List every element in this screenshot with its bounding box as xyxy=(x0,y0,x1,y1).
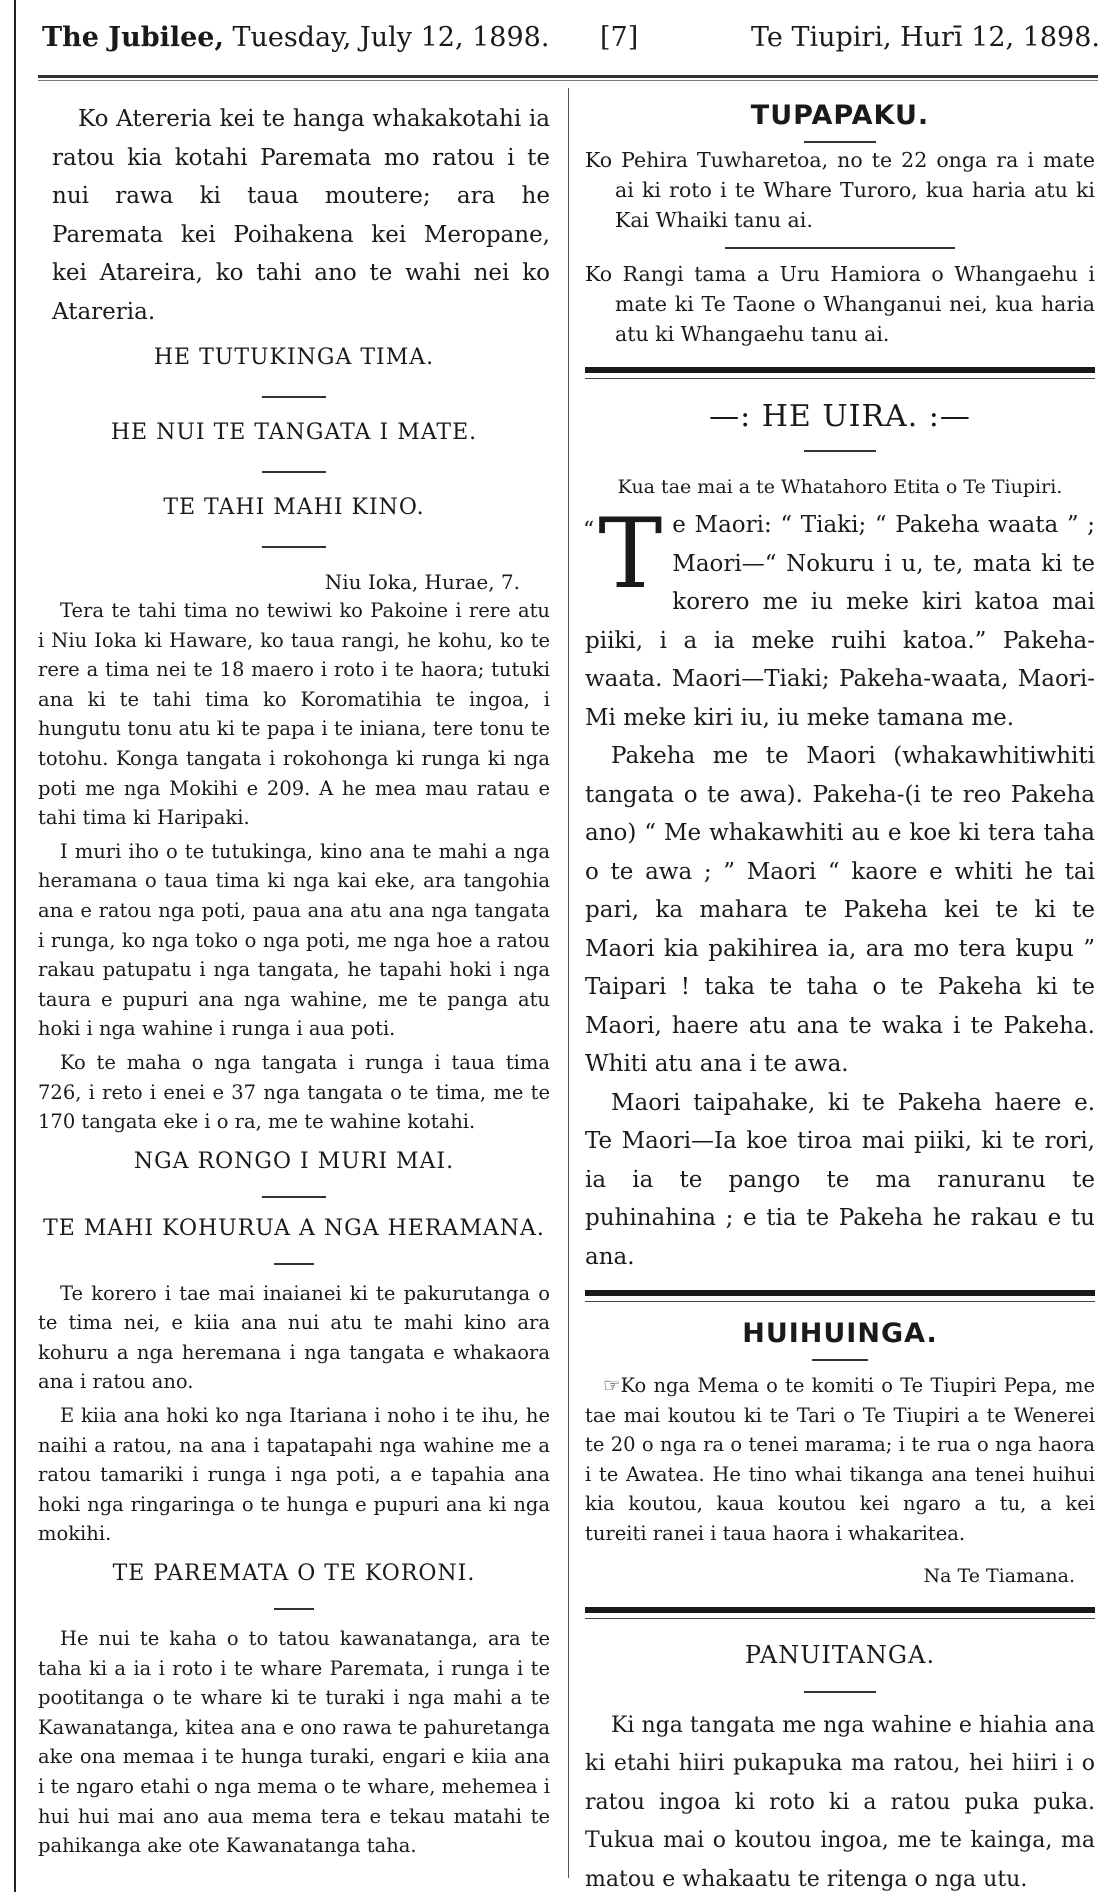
divider xyxy=(262,396,326,398)
divider xyxy=(804,450,876,452)
heading-later-news: NGA RONGO I MURI MAI. xyxy=(133,1148,455,1174)
section-rule-thick xyxy=(585,1290,1095,1296)
divider xyxy=(262,471,326,473)
signature: Na Te Tiamana. xyxy=(923,1564,1075,1587)
obituary-item: Ko Rangi tama a Uru Hamiora o Whangaehu i mate ki Te Taone o Whanganui nei, kua haria atu ki Whangaehu tanu ai. xyxy=(585,262,1095,346)
article-paragraph: E kiia ana hoki ko nga Itariana i noho i te ihu, he naihi a ratou, na ana i tapatapahi nga wahine me a ratou tamariki i runga i nga poti, a e tapahia ana hoki nga ringaringa o te hunga e pupuri ana ki nga mokihi. xyxy=(38,1404,550,1546)
column-separator xyxy=(568,88,569,1878)
drop-cap: T xyxy=(598,498,663,610)
divider xyxy=(804,141,876,143)
meeting-notice xyxy=(585,1371,1095,1549)
intro-paragraph: Ko Atereria kei te hanga whakakotahi ia ratou kia kotahi Paremata mo ratou i te nui rawa ki taua moutere; ara he Paremata kei Poihakena kei Meropane, kei Atareira, ko tahi ano te wahi nei ko Atareria. xyxy=(52,106,550,325)
obituary-item: Ko Pehira Tuwharetoa, no te 22 onga ra i mate ai ki roto i te Whare Turoro, kua haria atu ki Kai Whaiki tanu ai. xyxy=(585,148,1095,232)
heading-colony-parliament: TE PAREMATA O TE KORONI. xyxy=(112,1561,476,1587)
article-paragraph: Ko te maha o nga tangata i runga i taua tima 726, i reto i enei e 37 nga tangata o te tima, me te 170 tangata eke i o ra, me te wahine kotahi. xyxy=(38,1050,550,1134)
divider xyxy=(274,1608,314,1610)
dateline: Niu Ioka, Hurae, 7. xyxy=(324,570,520,594)
heading-wicked-deed: TE TAHI MAHI KINO. xyxy=(163,495,425,520)
meeting-notice-text: Ko nga Mema o te komiti o Te Tiupiri Pepa, me tae mai koutou ki te Tari o Te Tiupiri a te Wenerei te 20 o nga ra o tenei marama; i te rua o nga haora i te Awatea. He tino whai tikanga ana tenei huihui kia koutou, kaua koutou kei ngaro a tu, a kei tureiti ranei i taua haora i whakaritea. xyxy=(585,1374,1095,1545)
newspaper-title: The Jubilee, xyxy=(42,22,224,53)
opening-quote: “ xyxy=(583,518,595,543)
header-left xyxy=(42,22,549,53)
right-column xyxy=(585,100,1095,1899)
heading-he-uira: —: HE UIRA. :— xyxy=(709,399,971,434)
left-column xyxy=(38,100,550,1861)
divider xyxy=(725,247,955,249)
heading-many-dead: HE NUI TE TANGATA I MATE. xyxy=(110,420,478,445)
section-rule-thin xyxy=(585,1301,1095,1302)
section-rule-thin xyxy=(585,1618,1095,1619)
header-date: Tuesday, July 12, 1898. xyxy=(232,22,550,53)
article-paragraph: Tera te tahi tima no tewiwi ko Pakoine i rere atu i Niu Ioka ki Haware, ko taua rangi, he kohu, ko te rere a tima nei te 18 maero i roto i te haora; tutuki ana ki te tahi tima ko Koromatihia te ingoa, i hungutu tonu atu ki te papa i te iniana, tere tonu te totohu. Konga tangata i rokohonga ki runga ki nga poti me nga Mokihi e 209. A he mea mau ratau e tahi tima ki Haripaki. xyxy=(38,599,550,830)
header-right: Te Tiupiri, Hurī 12, 1898. xyxy=(750,22,1100,53)
page-edge-rule xyxy=(14,0,16,1892)
section-rule-thick xyxy=(585,1607,1095,1613)
article-paragraph: I muri iho o te tutukinga, kino ana te mahi a nga heramana o taua tima ki nga kai eke, ara tangohia ana e ratou nga poti, paua ana atu ana nga tangata i runga, ko nga toko o nga poti, me nga hoe a ratou rakau patupatu i nga tangata, he tapahi hoki i nga taura e pupuri ana nga wahine, me te panga atu hoki i nga wahine i runga i aua poti. xyxy=(38,839,550,1041)
article-paragraph: He nui te kaha o to tatou kawanatanga, ara te taha ki a ia i roto i te whare Paremata, i runga i te pootitanga o te whare ki te turaki i nga mahi a te Kawanatanga, kitea ana e ono rawa te pahuretanga ake ona memaa i te hunga turaki, engari e kiia ana i te ngaro etahi o nga mema o te whare, mehemea i hui hui mai ano aua mema tera e tekau matahi te pahikanga ake ote Kawanatanga taha. xyxy=(38,1627,550,1858)
divider xyxy=(812,1359,868,1361)
section-rule-thin xyxy=(585,378,1095,379)
heading-panuitanga: PANUITANGA. xyxy=(744,1640,936,1669)
page-number: [7] xyxy=(600,22,639,53)
article-paragraph: Te korero i tae mai inaianei ki te pakurutanga o te tima nei, e kiia ana nui atu te mahi kino ara kohuru a nga heremana i nga tangata e whakaora ana i ratou ano. xyxy=(38,1281,550,1394)
heading-tupapaku: TUPAPAKU. xyxy=(750,100,930,131)
notice-paragraph: Ki nga tangata me nga wahine e hiahia ana ki etahi hiiri pukapuka ma ratou, hei hiiri i o ratou ingoa ki roto ki a ratou puka puka. Tukua mai o koutou ingoa, me te kainga, ma matou e whakaatu te ritenga o nga utu. xyxy=(585,1712,1095,1892)
uira-subtitle: Kua tae mai a te Whatahoro Etita o Te Tiupiri. xyxy=(617,476,1063,498)
page-header xyxy=(40,22,1100,62)
uira-paragraph: Pakeha me te Maori (whakawhitiwhiti tangata o te awa). Pakeha-(i te reo Pakeha ano) “ Me whakawhiti au e koe ki tera taha o te awa ; ” Maori “ kaore e whiti he tai pari, ka mahara te Pakeha kei te ki te Maori kia pakihirea ia, ara mo tera kupu ” Taipari ! taka te taha o te Pakeha ki te Maori, haere atu ana te waka i te Pakeha. Whiti atu ana i te awa. xyxy=(585,743,1095,1077)
header-rule xyxy=(38,75,1098,78)
divider xyxy=(274,1263,314,1265)
heading-sailors-murder: TE MAHI KOHURUA A NGA HERAMANA. xyxy=(43,1215,545,1241)
section-rule-thick xyxy=(585,367,1095,373)
heading-huihuinga: HUIHUINGA. xyxy=(742,1318,938,1349)
uira-paragraph xyxy=(583,498,1095,737)
divider xyxy=(262,1196,326,1198)
uira-paragraph: Maori taipahake, ki te Pakeha haere e. Te Maori—Ia koe tiroa mai piiki, ki te rori, ia ia te pango te ma ranuranu te puhinahina ; e tia te Pakeha he rakau e tu ana. xyxy=(585,1089,1095,1270)
heading-steamer-collision: HE TUTUKINGA TIMA. xyxy=(153,345,435,370)
header-rule-thin xyxy=(38,80,1098,81)
divider xyxy=(262,546,326,548)
uira-text: e Maori: “ Tiaki; “ Pakeha waata ” ; Maori—“ Nokuru i u, te, mata ki te korero me iu meke kiri katoa mai piiki, i a ia meke ruihi katoa.” Pakeha-waata. Maori—Tiaki; Pakeha-waata, Maori-Mi meke kiri iu, iu meke tamana me. xyxy=(585,512,1095,731)
divider xyxy=(804,1691,876,1693)
pointing-hand-icon: ☞ xyxy=(603,1374,621,1397)
